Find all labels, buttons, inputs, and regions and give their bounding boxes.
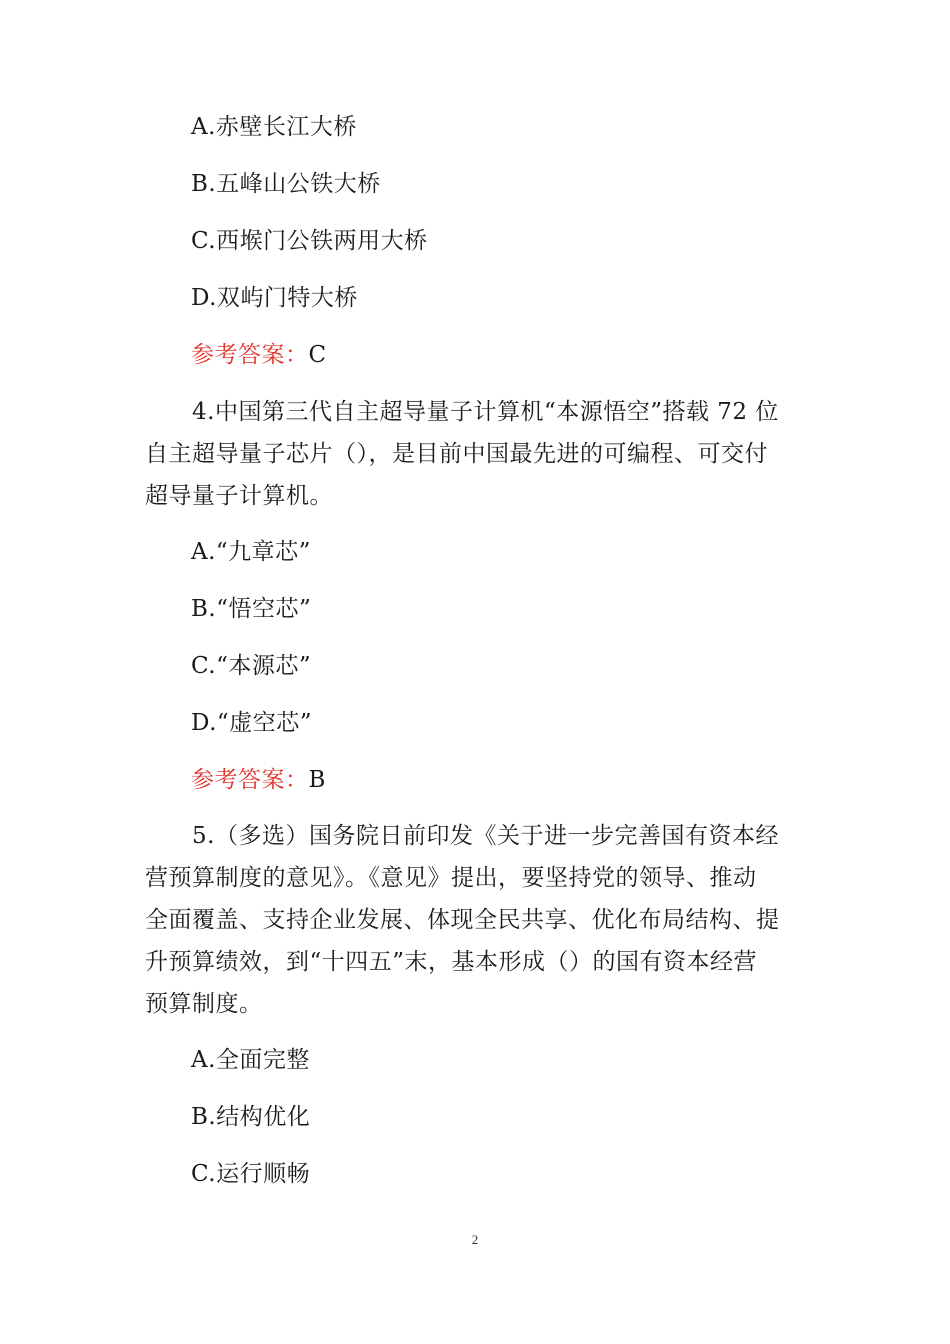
q3-answer-value: C — [308, 342, 327, 368]
q5-option-a: A.全面完整 — [191, 1047, 310, 1073]
q5-text-line-2: 营预算制度的意见》。《意见》提出，要坚持党的领导、推动 — [145, 865, 757, 891]
q3-option-b: B.五峰山公铁大桥 — [191, 171, 381, 197]
q4-option-c: C.“本源芯” — [191, 653, 312, 679]
q5-text-line-3: 全面覆盖、支持企业发展、体现全民共享、优化布局结构、提 — [145, 907, 780, 933]
q4-answer-label: 参考答案： — [191, 767, 309, 793]
q5-option-b: B.结构优化 — [191, 1104, 311, 1130]
q3-option-a: A.赤壁长江大桥 — [191, 114, 357, 140]
q4-text-line-2: 自主超导量子芯片（），是目前中国最先进的可编程、可交付 — [145, 441, 768, 467]
q4-text-line-1: 4.中国第三代自主超导量子计算机“本源悟空”搭载 72 位 — [192, 399, 779, 425]
q5-text-line-1: 5.（多选）国务院日前印发《关于进一步完善国有资本经 — [192, 823, 779, 849]
q5-text-line-5: 预算制度。 — [145, 991, 263, 1017]
q4-option-b: B.“悟空芯” — [191, 596, 312, 622]
q4-answer-value: B — [308, 767, 326, 793]
q5-text-line-4: 升预算绩效，到“十四五”末，基本形成（）的国有资本经营 — [145, 949, 758, 975]
q4-text-line-3: 超导量子计算机。 — [145, 483, 333, 509]
q4-option-a: A.“九章芯” — [191, 539, 311, 565]
q4-option-d: D.“虚空芯” — [191, 710, 312, 736]
q3-answer — [191, 341, 327, 369]
q3-option-c: C.西堠门公铁两用大桥 — [191, 228, 428, 254]
q4-answer — [191, 766, 326, 794]
page-number: 2 — [471, 1232, 479, 1247]
q3-option-d: D.双屿门特大桥 — [191, 285, 358, 311]
q3-answer-label: 参考答案： — [191, 342, 309, 368]
q5-option-c: C.运行顺畅 — [191, 1161, 311, 1187]
